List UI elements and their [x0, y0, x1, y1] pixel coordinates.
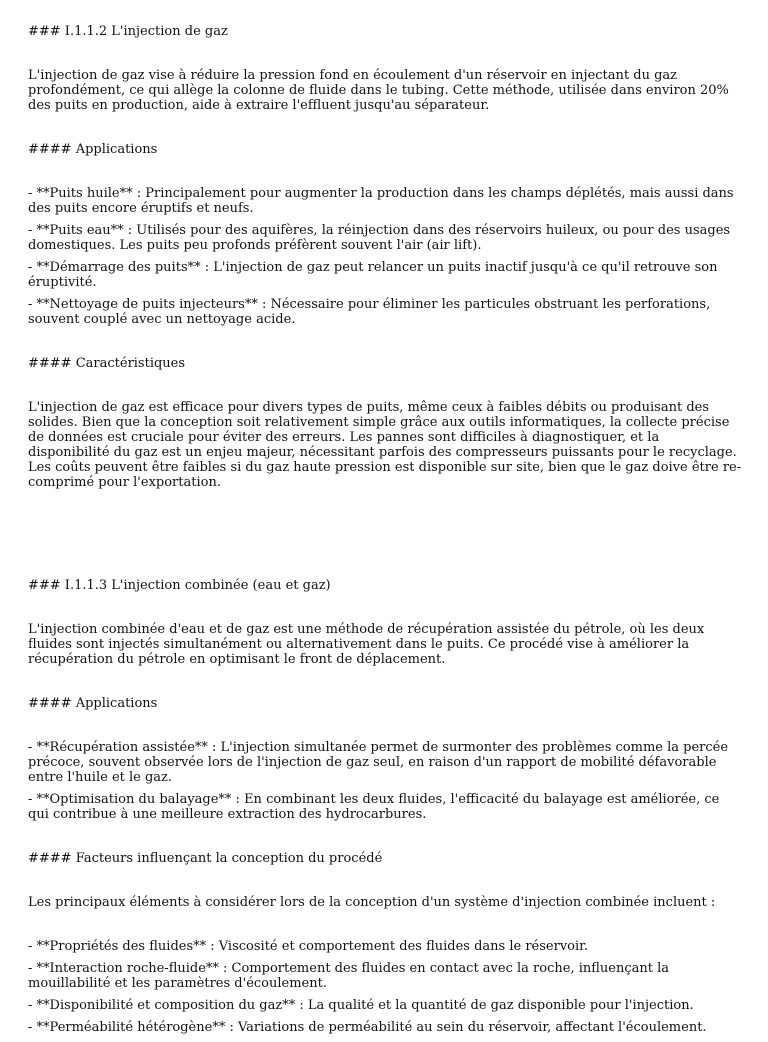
list-item: - **Puits eau** : Utilisés pour des aquifères, la réinjection dans des réservoirs huileux, ou pour des usages domestiques. Les puits peu profonds préfèrent souvent l'air (air lift). — [28, 223, 731, 253]
factors-heading: #### Facteurs influençant la conception du procédé — [28, 851, 383, 866]
document-page — [28, 24, 744, 1042]
section-heading-gas-injection: ### I.1.1.2 L'injection de gaz — [28, 24, 228, 39]
list-item: - **Interaction roche-fluide** : Comportement des fluides en contact avec la roche, influençant la mouillabilité et les paramètres d'écoulement. — [28, 961, 670, 991]
list-item: - **Puits huile** : Principalement pour augmenter la production dans les champs déplétés, mais aussi dans des puits encore éruptifs et neufs. — [28, 186, 734, 216]
factors-list — [28, 939, 744, 1035]
characteristics-paragraph: L'injection de gaz est efficace pour divers types de puits, même ceux à faibles débits ou produisant des solides. Bien que la conception soit relativement simple grâce aux outils informatiques, la collecte précise de données est cruciale pour éviter des erreurs. Les pannes sont difficiles à diagnostiquer, et la disponibilité du gaz est un enjeu majeur, nécessitant parfois des compresseurs puissants pour le recyclage. Les coûts peuvent être faibles si du gaz haute pression est disponible sur site, bien que le gaz doive être re-comprimé pour l'exportation. — [28, 400, 742, 490]
list-item: - **Disponibilité et composition du gaz** : La qualité et la quantité de gaz disponible pour l'injection. — [28, 998, 694, 1013]
gas-applications-list — [28, 186, 744, 327]
list-item: - **Démarrage des puits** : L'injection de gaz peut relancer un puits inactif jusqu'à ce qu'il retrouve son éruptivité. — [28, 260, 718, 290]
section-heading-combined-injection: ### I.1.1.3 L'injection combinée (eau et gaz) — [28, 578, 331, 593]
list-item: - **Récupération assistée** : L'injection simultanée permet de surmonter des problèmes comme la percée précoce, souvent observée lors de l'injection de gaz seul, en raison d'un rapport de mobilité défavorable entre l'huile et le gaz. — [28, 740, 729, 785]
factors-intro: Les principaux éléments à considérer lors de la conception d'un système d'injection combinée incluent : — [28, 895, 716, 910]
list-item: - **Perméabilité hétérogène** : Variations de perméabilité au sein du réservoir, affectant l'écoulement. — [28, 1020, 707, 1035]
combined-applications-list — [28, 740, 744, 822]
applications-heading: #### Applications — [28, 142, 158, 157]
gas-injection-intro: L'injection de gaz vise à réduire la pression fond en écoulement d'un réservoir en injectant du gaz profondément, ce qui allège la colonne de fluide dans le tubing. Cette méthode, utilisée dans environ 20% des puits en production, aide à extraire l'effluent jusqu'au séparateur. — [28, 68, 729, 113]
list-item: - **Nettoyage de puits injecteurs** : Nécessaire pour éliminer les particules obstruant les perforations, souvent couplé avec un nettoyage acide. — [28, 297, 711, 327]
list-item: - **Propriétés des fluides** : Viscosité et comportement des fluides dans le réservoir. — [28, 939, 589, 954]
applications-heading: #### Applications — [28, 696, 158, 711]
combined-injection-intro: L'injection combinée d'eau et de gaz est une méthode de récupération assistée du pétrole, où les deux fluides sont injectés simultanément ou alternativement dans le puits. Ce procédé vise à améliorer la récupération du pétrole en optimisant le front de déplacement. — [28, 622, 705, 667]
characteristics-heading: #### Caractéristiques — [28, 356, 186, 371]
section-gap — [28, 519, 744, 578]
list-item: - **Optimisation du balayage** : En combinant les deux fluides, l'efficacité du balayage est améliorée, ce qui contribue à une meilleure extraction des hydrocarbures. — [28, 792, 720, 822]
